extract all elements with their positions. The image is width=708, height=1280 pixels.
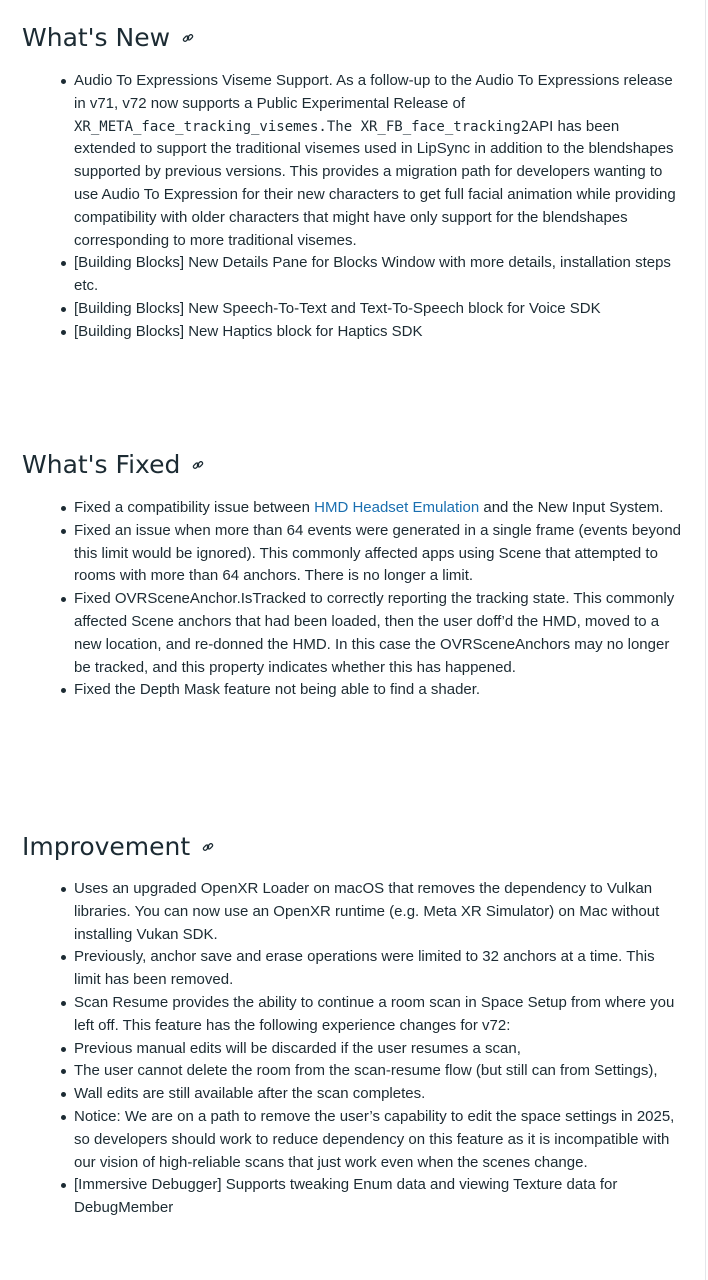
item-text: [Immersive Debugger] Supports tweaking Enum data and viewing Texture data for DebugMember — [74, 1176, 618, 1217]
whats-fixed-list — [0, 497, 700, 702]
item-text: Fixed OVRSceneAnchor.IsTracked to correctly reporting the tracking state. This commonly affected Scene anchors that had been loaded, then the user doff’d the HMD, moved to a new location, and re-donned the HMD. In this case the OVRSceneAnchors may no longer be tracked, and this property indicates whether this has happened. — [74, 590, 675, 676]
link-icon[interactable] — [202, 841, 214, 853]
link-icon[interactable] — [192, 459, 204, 471]
section-title: Improvement — [22, 832, 191, 861]
item-text: Wall edits are still available after the scan completes. — [74, 1085, 426, 1103]
item-text: [Building Blocks] New Details Pane for Blocks Window with more details, installation steps etc. — [74, 254, 671, 295]
whats-new-list — [0, 70, 700, 344]
item-text: and the New Input System. — [479, 499, 664, 516]
item-text: Fixed an issue when more than 64 events were generated in a single frame (events beyond this limit would be ignored). This commonly affected apps using Scene that attempted to rooms with more than 64 anchors. There is no longer a limit. — [74, 521, 682, 585]
list-item — [0, 321, 700, 344]
item-text: API has been extended to support the traditional visemes used in LipSync in addition to the blendshapes supported by previous versions. This provides a migration path for developers wanting to use Audio To Expression for their new characters to get full facial animation while providing compatibility with older characters that might have only support for the blendshapes corresponding to more traditional visemes. — [74, 117, 676, 249]
item-text: Audio To Expressions Viseme Support. As a follow-up to the Audio To Expressions release in v71, v72 now supports a Public Experimental Release of — [74, 72, 673, 112]
inline-code: XR_META_face_tracking_visemes.The XR_FB_face_tracking2 — [74, 118, 530, 135]
item-text: [Building Blocks] New Haptics block for Haptics SDK — [74, 322, 423, 340]
list-item — [0, 588, 700, 679]
link-icon[interactable] — [182, 32, 194, 44]
item-text: Notice: We are on a path to remove the user’s capability to edit the space settings in 2025, so developers should work to reduce dependency on this feature as it is incompatible with our vision of high-reliable scans that just work even when the scenes change. — [74, 1107, 675, 1171]
item-text: Scan Resume provides the ability to continue a room scan in Space Setup from where you left off. This feature has the following experience changes for v72: — [74, 993, 675, 1034]
item-text: Fixed a compatibility issue between — [74, 499, 315, 516]
item-text: [Building Blocks] New Speech-To-Text and Text-To-Speech block for Voice SDK — [74, 299, 601, 317]
improvement-list — [0, 878, 700, 1220]
section-heading — [22, 22, 194, 54]
list-item — [0, 1083, 700, 1106]
page-edge-divider — [705, 0, 706, 1280]
list-item — [0, 497, 700, 520]
list-item — [0, 70, 700, 252]
hmd-headset-emulation-link[interactable]: HMD Headset Emulation — [314, 499, 480, 516]
list-item — [0, 1038, 700, 1061]
list-item — [0, 298, 700, 321]
section-title: What's Fixed — [22, 450, 181, 479]
section-title: What's New — [22, 23, 171, 52]
item-text: Previously, anchor save and erase operations were limited to 32 anchors at a time. This limit has been removed. — [74, 948, 655, 989]
list-item — [0, 1060, 700, 1083]
section-heading — [22, 449, 204, 481]
list-item — [0, 1174, 700, 1220]
list-item — [0, 946, 700, 992]
item-text: Uses an upgraded OpenXR Loader on macOS that removes the dependency to Vulkan libraries. You can now use an OpenXR runtime (e.g. Meta XR Simulator) on Mac without installing Vukan SDK. — [74, 880, 660, 943]
list-item — [0, 1106, 700, 1174]
item-text: Previous manual edits will be discarded if the user resumes a scan, — [74, 1039, 521, 1057]
item-text: The user cannot delete the room from the scan-resume flow (but still can from Settings), — [74, 1062, 658, 1080]
list-item — [0, 252, 700, 298]
list-item — [0, 520, 700, 588]
section-heading — [22, 831, 214, 863]
item-text: Fixed the Depth Mask feature not being able to find a shader. — [74, 681, 481, 699]
list-item — [0, 992, 700, 1038]
list-item — [0, 878, 700, 946]
list-item — [0, 679, 700, 702]
